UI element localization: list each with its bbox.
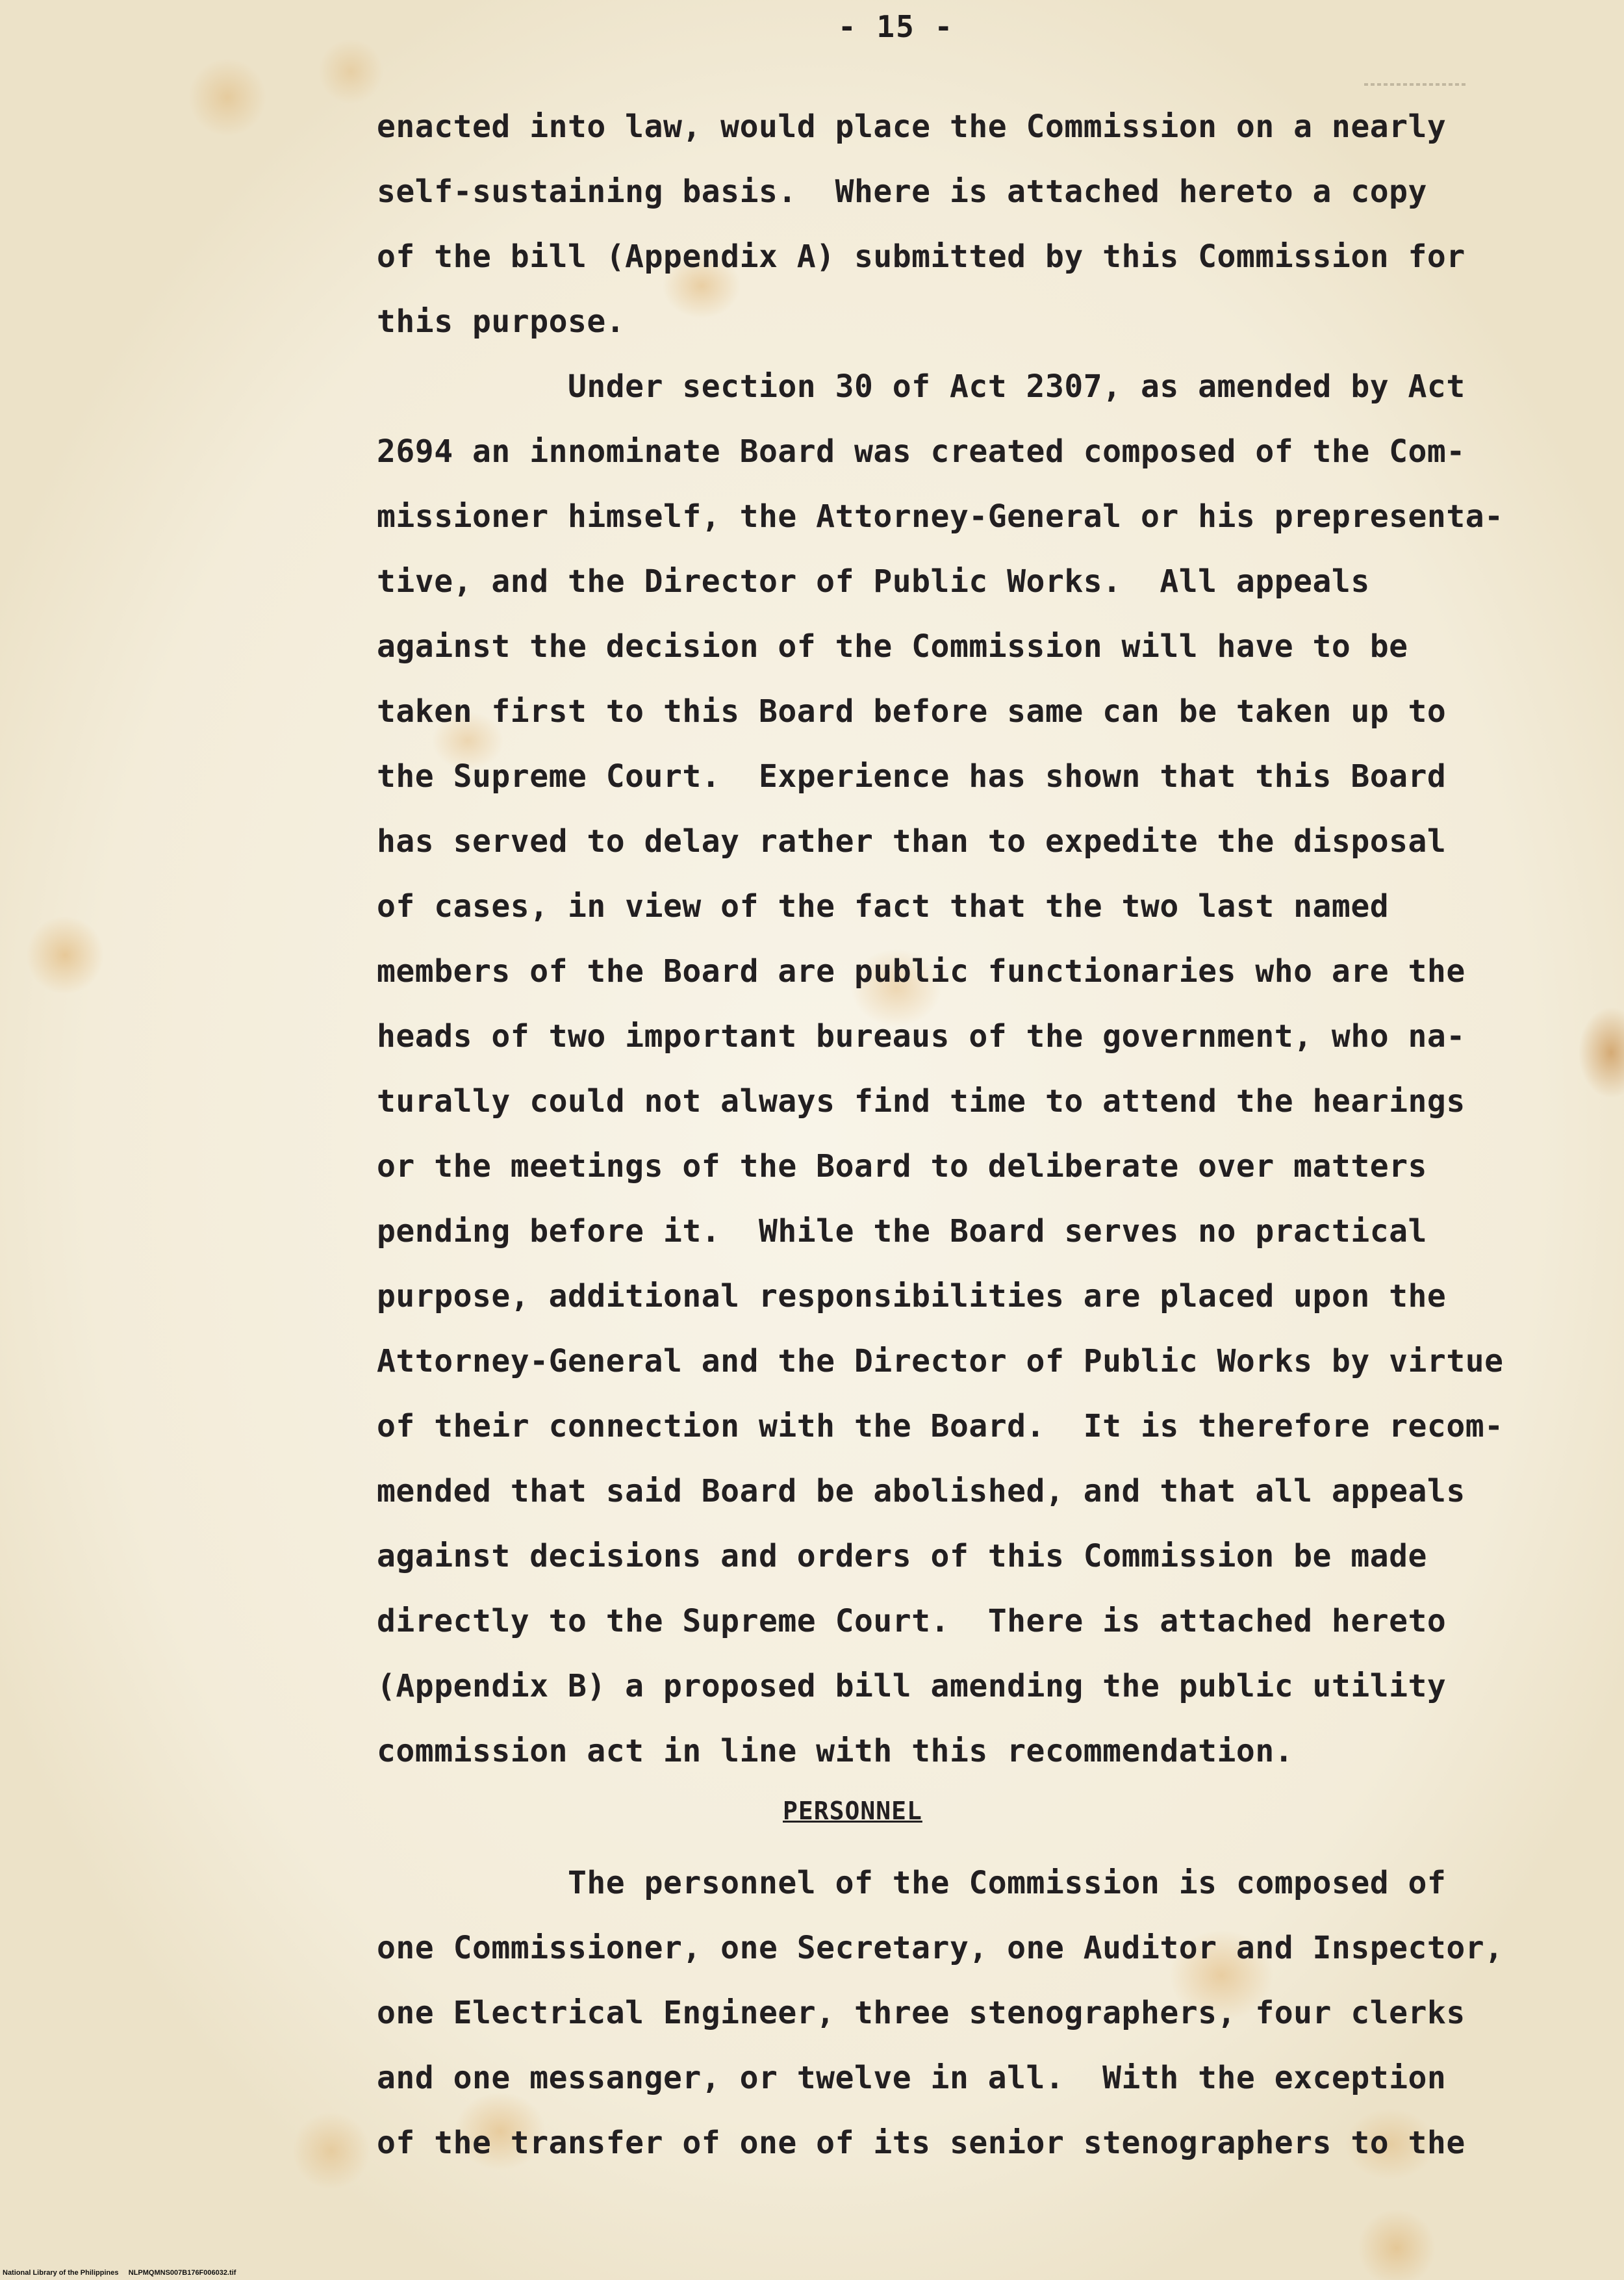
- text-line: the Supreme Court. Experience has shown that this Board: [377, 758, 1447, 795]
- text-line: commission act in line with this recommendation.: [377, 1733, 1294, 1769]
- text-line: one Electrical Engineer, three stenographers, four clerks: [377, 1995, 1465, 2031]
- text-line: enacted into law, would place the Commission on a nearly: [377, 109, 1447, 145]
- text-line: of the bill (Appendix A) submitted by this Commission for: [377, 238, 1465, 275]
- text-line: against the decision of the Commission will have to be: [377, 628, 1408, 665]
- text-line: The personnel of the Commission is composed of: [377, 1865, 1447, 1901]
- text-line: missioner himself, the Attorney-General or his prepresenta-: [377, 498, 1504, 535]
- text-line: purpose, additional responsibilities are placed upon the: [377, 1278, 1447, 1314]
- text-line: mended that said Board be abolished, and that all appeals: [377, 1473, 1465, 1509]
- text-line: taken first to this Board before same can be taken up to: [377, 693, 1447, 730]
- text-line: Under section 30 of Act 2307, as amended by Act: [377, 368, 1465, 405]
- text-line: against decisions and orders of this Commission be made: [377, 1538, 1427, 1574]
- text-line: directly to the Supreme Court. There is attached hereto: [377, 1603, 1447, 1639]
- text-line: and one messanger, or twelve in all. With the exception: [377, 2060, 1447, 2096]
- text-line: of the transfer of one of its senior stenographers to the: [377, 2125, 1465, 2161]
- text-line: tive, and the Director of Public Works. All appeals: [377, 563, 1370, 600]
- text-line: Attorney-General and the Director of Public Works by virtue: [377, 1343, 1504, 1379]
- text-line: has served to delay rather than to expedite the disposal: [377, 823, 1447, 860]
- section-heading: PERSONNEL: [783, 1797, 922, 1825]
- text-line: pending before it. While the Board serves no practical: [377, 1213, 1427, 1249]
- text-line: heads of two important bureaus of the government, who na-: [377, 1018, 1465, 1055]
- text-line: one Commissioner, one Secretary, one Auditor and Inspector,: [377, 1930, 1504, 1966]
- text-line: turally could not always find time to attend the hearings: [377, 1083, 1465, 1120]
- margin-mark: [1364, 83, 1468, 86]
- text-line: self-sustaining basis. Where is attached hereto a copy: [377, 173, 1427, 210]
- text-line: (Appendix B) a proposed bill amending the public utility: [377, 1668, 1447, 1704]
- text-line: 2694 an innominate Board was created composed of the Com-: [377, 433, 1465, 470]
- text-line: or the meetings of the Board to deliberate over matters: [377, 1148, 1427, 1185]
- text-line: of their connection with the Board. It is therefore recom-: [377, 1408, 1504, 1444]
- scan-footer: National Library of the Philippines NLPMQMNS007B176F006032.tif: [3, 2269, 236, 2277]
- page-number: - 15 -: [838, 9, 954, 44]
- text-line: this purpose.: [377, 303, 626, 340]
- text-line: members of the Board are public functionaries who are the: [377, 953, 1465, 990]
- text-line: of cases, in view of the fact that the two last named: [377, 888, 1389, 925]
